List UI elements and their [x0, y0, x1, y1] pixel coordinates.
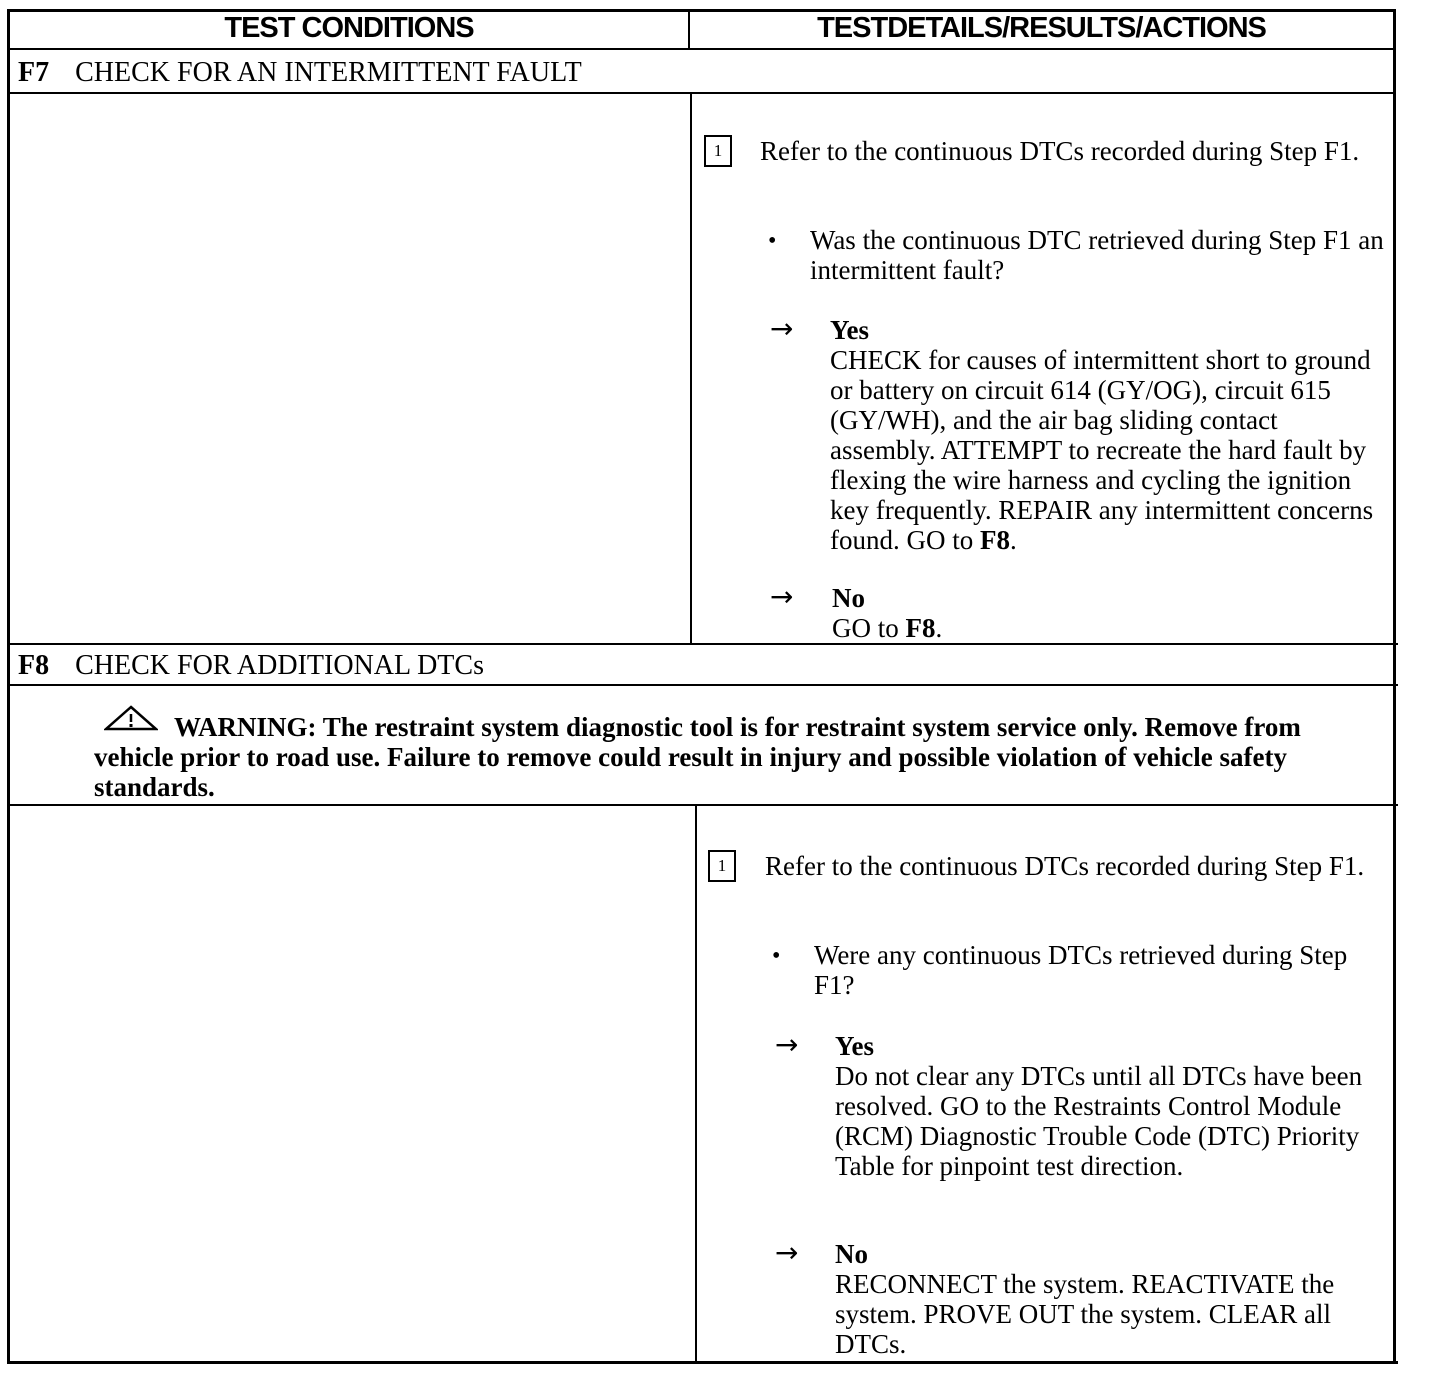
- f7-section-title: [18, 57, 582, 89]
- f8-section-title: [18, 650, 484, 682]
- f8-no-label: No: [835, 1239, 868, 1269]
- f7-no-text: GO to: [832, 613, 899, 643]
- f7-bullet: •: [768, 228, 777, 254]
- f8-question: Were any continuous DTCs retrieved during Step F1?: [814, 940, 1348, 1000]
- table-border-right: [1393, 9, 1396, 1364]
- f8-bullet: •: [772, 943, 781, 969]
- f7-no-target: F8: [905, 613, 936, 643]
- f7-no-arrow-icon: →: [770, 580, 794, 613]
- f8-step-text: Refer to the continuous DTCs recorded during Step F1.: [765, 851, 1365, 881]
- f8-col-divider: [695, 804, 697, 1362]
- f7-step-number-box: 1: [704, 135, 732, 167]
- f8-yes-text: Do not clear any DTCs until all DTCs have been resolved. GO to the Restraints Control Module (RCM) Diagnostic Trouble Code (DTC) Priority Table for pinpoint test direction.: [835, 1061, 1363, 1181]
- f8-title: CHECK FOR ADDITIONAL DTCs: [75, 650, 484, 681]
- f8-no-text: RECONNECT the system. REACTIVATE the system. PROVE OUT the system. CLEAR all DTCs.: [835, 1269, 1335, 1359]
- table-border-bottom: [8, 1361, 1398, 1364]
- f7-step-text: Refer to the continuous DTCs recorded during Step F1.: [760, 136, 1360, 166]
- table-border-left: [7, 9, 10, 1364]
- f7-yes-text: CHECK for causes of intermittent short to ground or battery on circuit 614 (GY/OG), circuit 615 (GY/WH), and the air bag sliding contact assembly. ATTEMPT to recreate the hard fault by flexing the wire harness and cycling the ignition key frequently. REPAIR any intermittent concerns found. GO to: [830, 345, 1374, 555]
- header-bottom-rule: [8, 48, 1394, 50]
- f7-yes-label: Yes: [830, 315, 869, 345]
- f8-yes-arrow-icon: →: [775, 1028, 799, 1061]
- f7-yes-target: F8: [980, 525, 1010, 555]
- f8-title-bottom-rule: [8, 684, 1398, 686]
- f7-yes-arrow-icon: →: [770, 312, 794, 345]
- test-conditions-header: TEST CONDITIONS: [224, 12, 474, 44]
- f8-yes-block: [835, 1031, 1380, 1181]
- f8-no-block: [835, 1239, 1380, 1359]
- f7-no-block: No GO to F8.: [832, 583, 943, 643]
- f7-code: F7: [18, 57, 50, 88]
- test-details-header: TESTDETAILS/RESULTS/ACTIONS: [817, 12, 1266, 44]
- f7-question: Was the continuous DTC retrieved during Step F1 an intermittent fault?: [810, 225, 1384, 285]
- f8-yes-label: Yes: [835, 1031, 874, 1061]
- f7-title: CHECK FOR AN INTERMITTENT FAULT: [75, 57, 582, 88]
- warning-bottom-rule: [8, 804, 1398, 806]
- f8-code: F8: [18, 650, 50, 681]
- f7-yes-block: Yes CHECK for causes of intermittent short to ground or battery on circuit 614 (GY/OG), circuit 615 (GY/WH), and the air bag sliding contact assembly. ATTEMPT to recreate the hard fault by flexing the wire harness and cycling the ignition key frequently. REPAIR any intermittent concerns found. GO to F8.: [830, 315, 1374, 555]
- f7-col-divider: [690, 92, 692, 645]
- f7-bottom-rule: [8, 643, 1398, 645]
- f7-no-label: No: [832, 583, 865, 613]
- f7-title-bottom-rule: [8, 92, 1394, 94]
- warning-text: WARNING: The restraint system diagnostic tool is for restraint system service only. Remove from vehicle prior to road use. Failure to remove could result in injury and possible violation of vehicle safety standards.: [94, 712, 1301, 802]
- f8-no-arrow-icon: →: [775, 1236, 799, 1269]
- f8-step-number-box: 1: [708, 850, 736, 882]
